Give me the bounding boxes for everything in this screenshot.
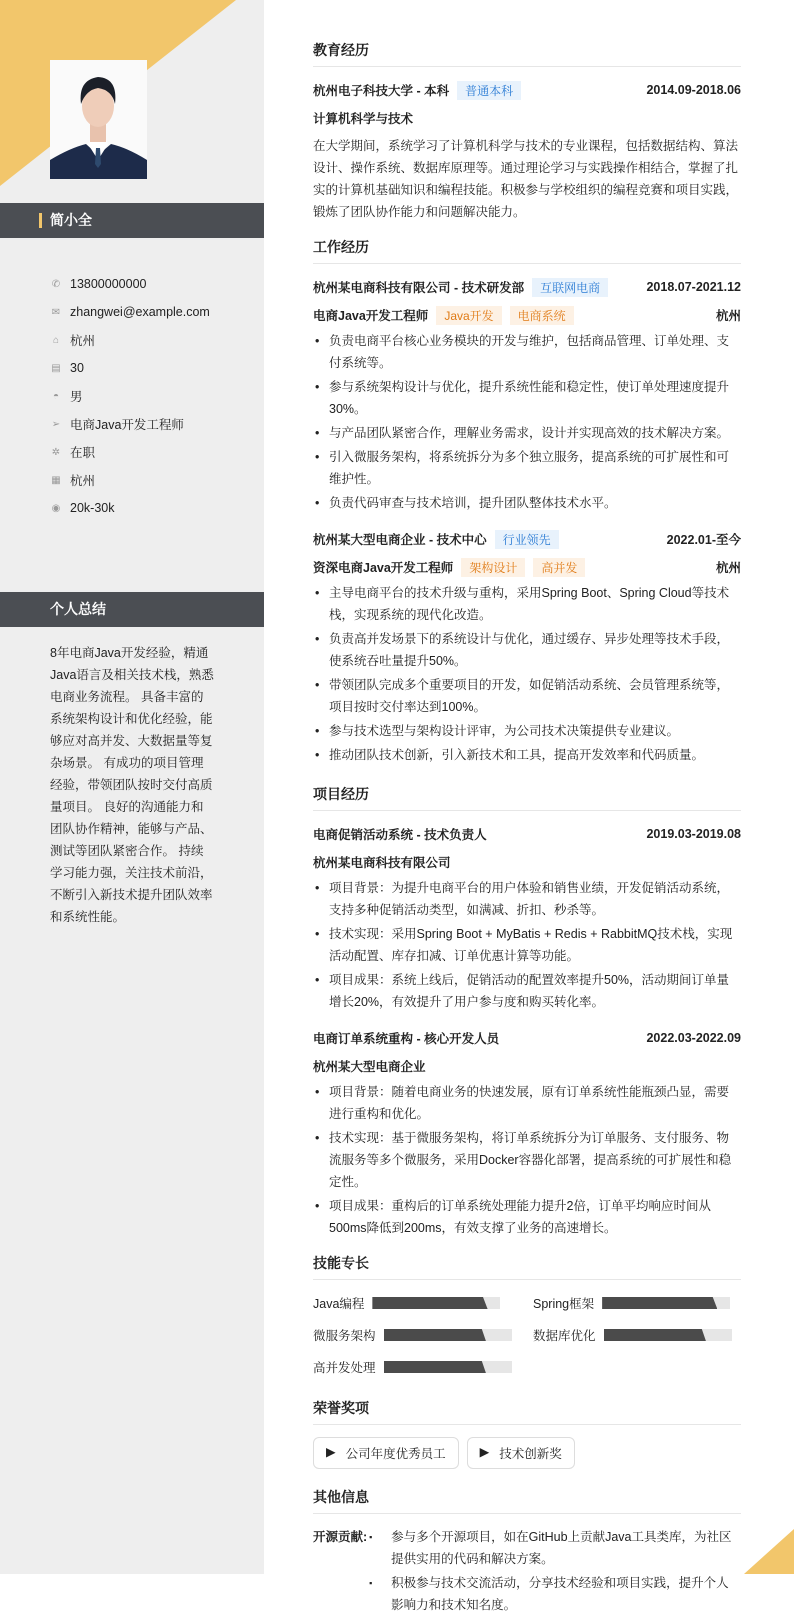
job-date: 2022.01-至今 xyxy=(666,533,741,547)
list-item: • 参与技术选型与架构设计评审，为公司技术决策提供专业建议。 xyxy=(313,720,741,742)
summary-text: 8年电商Java开发经验，精通Java语言及相关技术栈，熟悉电商业务流程。 具备丰富的系统架构设计和优化经验，能够应对高并发、大数据量等复杂场景。 有成功的项目管理经验，带领团队按时交付高质量项目。 良好的沟通能力和团队协作精神，能够与产品、测试等团队紧密合作。 持续学习能力强，关注技术前沿，不断引入新技术提升团队效率和系统性能。 xyxy=(50,646,214,924)
skill-bar-fill xyxy=(384,1361,486,1373)
skill-tag: 电商系统 xyxy=(510,306,574,325)
play-icon: ▶ xyxy=(479,1445,490,1459)
contact-text: 杭州 xyxy=(70,474,96,488)
award-name: 公司年度优秀员工 xyxy=(345,1447,446,1461)
project-name: 电商订单系统重构 - 核心开发人员 xyxy=(313,1032,500,1046)
project-header xyxy=(313,823,741,845)
list-item: • 负责高并发场景下的系统设计与优化，通过缓存、异步处理等技术手段，使系统吞吐量提升50%。 xyxy=(313,628,741,672)
job-header xyxy=(313,528,741,550)
company: 杭州某大型电商企业 - 技术中心 xyxy=(313,533,487,547)
project-details xyxy=(313,1081,741,1239)
skill-tag: 高并发 xyxy=(533,558,585,577)
 xyxy=(313,530,559,549)
sidebar xyxy=(0,0,264,1574)
job-role: 资深电商Java开发工程师 xyxy=(313,561,454,575)
skill-name: 数据库优化 xyxy=(533,1329,596,1343)
awards-title: 荣誉奖项 xyxy=(313,1398,741,1425)
mail-icon: ✉ xyxy=(51,306,61,318)
contact-list xyxy=(50,270,210,522)
skill-bar-fill xyxy=(372,1297,487,1309)
contact-item xyxy=(50,354,210,382)
age-icon: ▤ xyxy=(51,362,61,374)
industry-tag: 行业领先 xyxy=(495,530,559,549)
skill-tag: 架构设计 xyxy=(461,558,525,577)
contact-text: 30 xyxy=(70,361,84,375)
skill-tag: Java开发 xyxy=(436,306,501,325)
other-title: 其他信息 xyxy=(313,1487,741,1514)
education-desc: 在大学期间，系统学习了计算机科学与技术的专业课程，包括数据结构、算法设计、操作系统、数据库原理等。通过理论学习与实践操作相结合，掌握了扎实的计算机基础知识和编程技能。积极参与学校组织的编程竞赛和项目实践，锻炼了团队协作能力和问题解决能力。 xyxy=(313,139,739,219)
contact-text: 电商Java开发工程师 xyxy=(70,418,184,432)
skill-item xyxy=(313,1356,533,1378)
list-item: • 负责代码审查与技术培训，提升团队整体技术水平。 xyxy=(313,492,741,514)
awards-list xyxy=(313,1437,741,1469)
play-icon: ▶ xyxy=(326,1445,336,1459)
contact-text: 13800000000 xyxy=(70,277,147,291)
skill-bar-fill xyxy=(384,1329,486,1341)
award-name: 技术创新奖 xyxy=(499,1447,562,1461)
summary-title: 个人总结 xyxy=(50,601,106,617)
list-item: • 项目成果：系统上线后，促销活动的配置效率提升50%，活动期间订单量增长20%，有效提升了用户参与度和购买转化率。 xyxy=(313,969,741,1013)
job-city: 杭州 xyxy=(715,561,741,575)
project-name: 电商促销活动系统 - 技术负责人 xyxy=(313,828,487,842)
 xyxy=(313,278,608,297)
award-badge xyxy=(467,1437,575,1469)
list-item: ▪ 积极参与技术交流活动，分享技术经验和项目实践，提升个人影响力和技术知名度。 xyxy=(367,1572,741,1616)
contact-item xyxy=(50,466,210,494)
gender-icon: ◓ xyxy=(52,390,60,402)
skill-name: Spring框架 xyxy=(533,1297,595,1311)
education-title: 教育经历 xyxy=(313,40,741,67)
contact-item xyxy=(50,438,210,466)
work-title: 工作经历 xyxy=(313,237,741,264)
job-duties xyxy=(313,330,741,514)
job-city: 杭州 xyxy=(715,309,741,323)
skill-item xyxy=(533,1324,741,1346)
decorative-corner-triangle xyxy=(744,1529,794,1574)
contact-item xyxy=(50,382,210,410)
home-icon: ⌂ xyxy=(52,334,60,346)
project-entry xyxy=(313,823,741,1013)
skill-bar-fill xyxy=(602,1297,717,1309)
contact-text: zhangwei@example.com xyxy=(70,305,210,319)
contact-text: 在职 xyxy=(70,446,96,460)
list-item: • 技术实现：采用Spring Boot + MyBatis + Redis + RabbitMQ技术栈，实现活动配置、库存扣减、订单优惠计算等功能。 xyxy=(313,923,741,967)
summary-header xyxy=(0,592,264,627)
salary-icon: ◉ xyxy=(51,502,61,514)
skill-bar xyxy=(384,1329,512,1341)
 xyxy=(313,558,585,577)
job-entry xyxy=(313,528,741,766)
list-item: • 推动团队技术创新，引入新技术和工具，提高开发效率和代码质量。 xyxy=(313,744,741,766)
list-item: ▪ 参与多个开源项目，如在GitHub上贡献Java工具类库，为社区提供实用的代码和解决方案。 xyxy=(367,1526,741,1570)
education-date: 2014.09-2018.06 xyxy=(646,83,741,97)
contact-text: 男 xyxy=(70,390,83,404)
degree-tag: 普通本科 xyxy=(457,81,521,100)
company: 杭州某电商科技有限公司 - 技术研发部 xyxy=(313,281,525,295)
avatar xyxy=(50,60,147,179)
skill-item xyxy=(313,1324,533,1346)
other-info xyxy=(313,1526,741,1618)
skills-title: 技能专长 xyxy=(313,1253,741,1280)
contact-item xyxy=(50,326,210,354)
school: 杭州电子科技大学 - 本科 xyxy=(313,84,450,98)
project-date: 2022.03-2022.09 xyxy=(646,1031,741,1045)
project-company-row xyxy=(313,851,741,873)
list-item: • 项目背景：为提升电商平台的用户体验和销售业绩，开发促销活动系统，支持多种促销活动类型，如满减、折扣、秒杀等。 xyxy=(313,877,741,921)
list-item: • 与产品团队紧密合作，理解业务需求，设计并实现高效的技术解决方案。 xyxy=(313,422,741,444)
list-item: • 项目成果：重构后的订单系统处理能力提升2倍，订单平均响应时间从500ms降低到200ms，有效支撑了业务的高速增长。 xyxy=(313,1195,741,1239)
profile-name: 简小全 xyxy=(50,212,92,228)
contact-text: 杭州 xyxy=(70,334,96,348)
contact-item xyxy=(50,270,210,298)
job-role-row xyxy=(313,304,741,326)
skill-name: 高并发处理 xyxy=(313,1361,376,1375)
job-duties xyxy=(313,582,741,766)
list-item: • 引入微服务架构，将系统拆分为多个独立服务，提高系统的可扩展性和可维护性。 xyxy=(313,446,741,490)
skills-list xyxy=(313,1292,741,1378)
building-icon: ▦ xyxy=(51,474,61,486)
list-item: • 带领团队完成多个重要项目的开发，如促销活动系统、会员管理系统等，项目按时交付率达到100%。 xyxy=(313,674,741,718)
list-item: • 主导电商平台的技术升级与重构，采用Spring Boot、Spring Cloud等技术栈，实现系统的现代化改造。 xyxy=(313,582,741,626)
project-header xyxy=(313,1027,741,1049)
main-content xyxy=(313,40,741,1618)
contact-item xyxy=(50,494,210,522)
project-company-row xyxy=(313,1055,741,1077)
job-role: 电商Java开发工程师 xyxy=(313,309,429,323)
project-company: 杭州某大型电商企业 xyxy=(313,1060,426,1074)
skill-item xyxy=(313,1292,533,1314)
phone-icon: ✆ xyxy=(51,278,61,290)
skill-name: Java编程 xyxy=(313,1297,365,1311)
projects-title: 项目经历 xyxy=(313,784,741,811)
skill-bar xyxy=(372,1297,500,1309)
job-header xyxy=(313,276,741,298)
other-label: 开源贡献: xyxy=(313,1530,368,1544)
industry-tag: 互联网电商 xyxy=(532,278,608,297)
education-entry xyxy=(313,79,741,223)
list-item: • 负责电商平台核心业务模块的开发与维护，包括商品管理、订单处理、支付系统等。 xyxy=(313,330,741,374)
project-date: 2019.03-2019.08 xyxy=(646,827,741,841)
list-item: • 技术实现：基于微服务架构，将订单系统拆分为订单服务、支付服务、物流服务等多个微服务，采用Docker容器化部署，提高系统的可扩展性和稳定性。 xyxy=(313,1127,741,1193)
name-bar xyxy=(0,203,264,238)
skill-bar-fill xyxy=(604,1329,706,1341)
 xyxy=(313,306,574,325)
job-role-row xyxy=(313,556,741,578)
list-item: • 参与系统架构设计与优化，提升系统性能和稳定性，使订单处理速度提升30%。 xyxy=(313,376,741,420)
major: 计算机科学与技术 xyxy=(313,112,414,126)
skill-name: 微服务架构 xyxy=(313,1329,376,1343)
project-company: 杭州某电商科技有限公司 xyxy=(313,856,451,870)
job-entry xyxy=(313,276,741,514)
project-entry xyxy=(313,1027,741,1239)
award-badge xyxy=(313,1437,459,1469)
send-icon: ➢ xyxy=(51,418,61,430)
contact-text: 20k-30k xyxy=(70,501,115,515)
skill-bar xyxy=(602,1297,730,1309)
contact-item xyxy=(50,298,210,326)
skill-bar xyxy=(384,1361,512,1373)
project-details xyxy=(313,877,741,1013)
skill-item xyxy=(533,1292,741,1314)
list-item: • 项目背景：随着电商业务的快速发展，原有订单系统性能瓶颈凸显，需要进行重构和优化。 xyxy=(313,1081,741,1125)
status-icon: ✲ xyxy=(51,446,61,458)
skill-bar xyxy=(604,1329,732,1341)
contact-item xyxy=(50,410,210,438)
job-date: 2018.07-2021.12 xyxy=(646,280,741,294)
